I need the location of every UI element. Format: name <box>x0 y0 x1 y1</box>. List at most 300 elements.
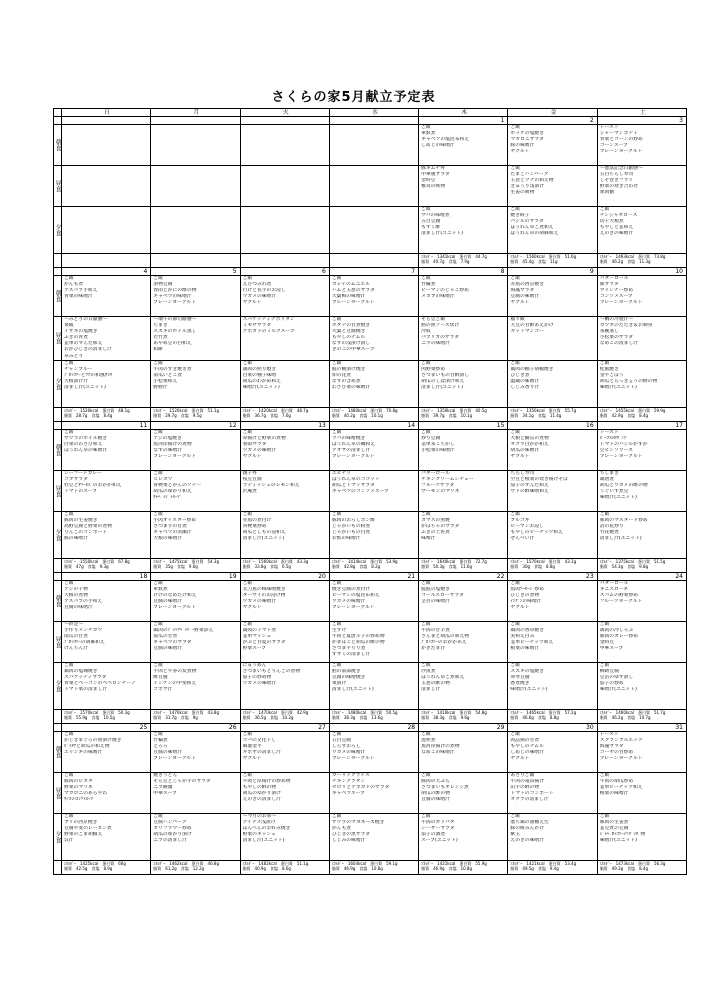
menu-cell <box>329 580 418 621</box>
menu-item: 中華スープ <box>599 646 624 652</box>
menu-item: 鱈の照ソース炊け <box>421 323 460 329</box>
nutrition-cell <box>151 860 240 874</box>
menu-cell <box>508 470 597 511</box>
menu-item: ご飯 <box>331 317 342 322</box>
menu-cell <box>240 207 329 254</box>
menu-item: オクラ白かか和え <box>510 441 549 447</box>
menu-cell <box>240 662 329 709</box>
nutrition-line: 脂質 46.2g 食塩 11.3g <box>599 259 651 265</box>
nutrition-cell <box>508 860 597 874</box>
menu-item: 車麩煮 <box>153 586 168 592</box>
menu-item: 牛肉のガリバタ <box>421 819 455 825</box>
menu-item: ヤクルト <box>242 605 262 611</box>
menu-cell <box>151 772 240 813</box>
nutrition-line: 脂質 46.9g 食塩 10.8g <box>421 865 473 871</box>
nutrition-cell <box>62 254 151 268</box>
menu-item: せんべい汁 <box>510 536 535 542</box>
meal-row-breakfast <box>54 731 687 772</box>
menu-item: プレーンヨーグルト <box>153 756 197 762</box>
nutrition-spacer <box>54 860 62 874</box>
menu-item: えのきの味噌汁 <box>599 231 634 237</box>
menu-item: ご飯 <box>421 731 431 737</box>
menu-item: 豚肉の生姜焼き <box>64 517 98 523</box>
menu-item: プレーンヨーグルト <box>153 605 197 611</box>
menu-cell <box>508 621 597 662</box>
menu-item: バターロール <box>599 276 629 281</box>
menu-item: ヒレカツ <box>153 476 173 482</box>
menu-item: ご飯 <box>331 731 342 737</box>
meal-label-breakfast: 朝食 <box>54 731 62 772</box>
meal-row-dinner <box>54 360 687 407</box>
menu-item: 豚肉のピカタ <box>64 778 93 784</box>
nutrition-cell <box>597 254 686 268</box>
menu-item: ご飯 <box>510 276 521 281</box>
menu-item: 清まし汁(ユニット) <box>242 838 285 844</box>
menu-item: 青梗菜とかんのソテー <box>153 482 202 488</box>
menu-item: 太刀魚の梅味噌焼き <box>242 586 286 592</box>
menu-item: ～鈴足～ <box>64 621 84 627</box>
menu-cell <box>329 470 418 511</box>
menu-table <box>53 108 687 875</box>
menu-item: 大根の味噌汁 <box>153 536 183 542</box>
menu-item: 竹花焼煮 <box>599 529 619 535</box>
menu-item: 味噌汁(ユニット) <box>510 687 548 693</box>
week-date-row <box>54 117 687 125</box>
menu-item: 野菜のごま胡椒え <box>64 831 103 837</box>
menu-item: トースト <box>599 731 619 737</box>
menu-item: ご飯 <box>510 813 521 819</box>
menu-item: もずく酢 <box>421 225 441 231</box>
menu-item: ご飯 <box>153 731 163 737</box>
menu-item: かぼちゃのサラダ <box>421 523 460 529</box>
menu-item: もやしと韮和え <box>599 225 634 231</box>
menu-item: 清まし汁 <box>421 687 441 693</box>
menu-item: 卯寿豆腐 <box>510 674 530 680</box>
menu-item: 豚肉の生姜煮 <box>599 819 629 825</box>
nutrition-cell <box>329 709 418 723</box>
menu-item: トマトのバジルかすか <box>599 441 648 447</box>
menu-item: トマト菜の清まし汁 <box>64 687 108 693</box>
menu-item: 実和え白み <box>510 633 535 639</box>
menu-item: 味噌汁(ユニット) <box>599 838 637 844</box>
meal-row-lunch <box>54 166 687 207</box>
menu-item: きのこの中華スープ <box>331 347 375 353</box>
menu-item: 玉葱とツナの和え物 <box>510 178 554 184</box>
menu-item: 大根の煮物 <box>64 592 88 598</box>
date-row-spacer <box>54 723 62 731</box>
nutrition-line: 脂質 55.9g 食塩 10.5g <box>64 714 115 720</box>
menu-item: ふきの土佐煮 <box>421 529 450 535</box>
menu-item: カツオのたたき＆お刺身 <box>599 323 653 329</box>
nutrition-line: ｴﾈﾙｷﾞｰ 1640kcal 蛋白質 72.7g <box>421 558 487 564</box>
menu-item: ピーマンの塩昆布和え <box>331 592 380 598</box>
menu-item: がんも煮 <box>331 825 352 831</box>
menu-item: 金時豆 <box>421 178 436 184</box>
menu-item: 豆ビシソワーズ <box>599 447 634 453</box>
menu-item: ほうれん草の味噌汁 <box>64 447 108 453</box>
menu-cell <box>419 511 508 558</box>
menu-item: ほうれん草の胡麻和え <box>510 231 559 237</box>
menu-item: エビチリ <box>331 470 352 476</box>
menu-item: アオサの清まし汁 <box>331 447 371 453</box>
week-date-row <box>54 572 687 580</box>
menu-item: 鮭の柚漬け焼き <box>331 366 366 372</box>
menu-cell <box>151 813 240 860</box>
date-number: 21 <box>329 572 418 580</box>
date-number: 3 <box>597 117 686 125</box>
menu-item: ほうれん草ご煮和え <box>421 674 465 680</box>
menu-item: ツバの味噌焼き <box>331 435 366 441</box>
menu-item: ひじきの煮物 <box>510 592 540 598</box>
menu-item: ホタテの甘煮焼き <box>331 323 371 329</box>
menu-cell <box>240 470 329 511</box>
meal-label-lunch: 昼食 <box>54 166 62 207</box>
nutrition-line: ｴﾈﾙｷﾞｰ 1480kcal 蛋白質 70.8g <box>331 407 398 413</box>
menu-item: イサキの塩焼き <box>64 329 98 335</box>
date-row-spacer <box>54 421 62 429</box>
menu-item: さつま芋りり煮 <box>331 646 366 652</box>
menu-item: ハムと玉葱のサラダ <box>331 288 375 294</box>
menu-item: キャベツの清濁汁 <box>153 529 192 535</box>
menu-item: バターロール <box>599 580 629 586</box>
menu-item: 胡瓜の味噌汁 <box>510 447 540 453</box>
menu-item: ｱﾞﾛｯｺﾘｰの胡麻和え <box>64 639 105 645</box>
nutrition-spacer <box>54 254 62 268</box>
menu-cell <box>419 276 508 317</box>
menu-item: ツバの文化干し <box>242 737 277 743</box>
nutrition-line: ｴﾈﾙｷﾞｰ 1425kcal 蛋白質 60g <box>64 860 126 866</box>
menu-item: 韮単のずんだ和え <box>64 341 103 347</box>
menu-item: 竹輪煮 <box>421 282 436 288</box>
menu-item: 青菜の味噌汁 <box>64 294 93 300</box>
menu-item: サワラのマヨネーズ焼き <box>331 819 385 825</box>
nutrition-line: 脂質 40.7g 食塩 7.9g <box>421 259 470 265</box>
menu-item: ～憲法記念日献膳～ <box>599 166 643 171</box>
weekday-fri: 金 <box>508 109 597 117</box>
menu-item: ご飯 <box>421 125 431 130</box>
menu-item: ご飯 <box>510 580 521 586</box>
menu-item: ご飯 <box>599 621 610 627</box>
menu-item: 豚キムチ丼 <box>421 166 445 171</box>
menu-cell <box>508 125 597 166</box>
menu-item: 春雨サラダ <box>242 441 267 447</box>
menu-item: プレーンヨーグルト <box>599 756 643 762</box>
menu-item: ガーリックライス <box>331 772 370 778</box>
menu-item: 胡瓜とワカメの酢の物 <box>599 482 648 488</box>
menu-cell <box>597 166 686 207</box>
menu-item: えのきの味噌汁 <box>510 838 544 844</box>
menu-item: 豆苗のゆず漬し <box>599 674 634 680</box>
nutrition-cell <box>419 407 508 421</box>
menu-item: ホッケの塩焼き <box>510 131 544 137</box>
nutrition-line: ｴﾈﾙｷﾞｰ 1570kcal 蛋白質 50.3g <box>64 709 130 715</box>
menu-item: 胡瓜のわかめ和え <box>242 378 281 384</box>
menu-item: マカロニサラダ <box>510 137 544 143</box>
menu-item: 清まし汁(ユニット) <box>421 231 464 237</box>
menu-cell <box>597 360 686 407</box>
nutrition-line: 脂質 49.3g 食塩 8.4g <box>599 865 649 871</box>
menu-item: すずくの清まし汁 <box>331 652 371 658</box>
menu-item: コブサラダ <box>64 476 88 482</box>
menu-cell <box>62 662 151 709</box>
menu-item: ｲﾝｹﾞﾝの味噌汁 <box>510 598 542 604</box>
nutrition-line: 脂質 30g 食塩 8.8g <box>510 563 555 569</box>
menu-item: 茄子の炒め物 <box>242 674 272 680</box>
menu-item: 茄子の炒め <box>599 680 624 686</box>
nutrition-line: ｴﾈﾙｷﾞｰ 1460kcal 蛋白質 51.7g <box>599 709 666 715</box>
menu-item: ブルコギ <box>510 517 530 523</box>
menu-item: しめじの味噌汁 <box>510 749 544 755</box>
nutrition-row <box>54 860 687 874</box>
date-number: 25 <box>62 723 151 731</box>
nutrition-line: ｴﾈﾙｷﾞｰ 1560kcal 蛋白質 43.3g <box>242 558 309 564</box>
menu-item: ご飯 <box>421 511 431 517</box>
menu-cell <box>597 731 686 772</box>
nutrition-cell <box>62 558 151 572</box>
menu-item: ご飯 <box>153 580 163 586</box>
menu-item: ご飯 <box>64 731 74 737</box>
menu-item: 豆腐の味噌汁 <box>510 294 540 300</box>
nutrition-cell <box>419 709 508 723</box>
menu-item: ご飯 <box>421 207 431 212</box>
nutrition-cell <box>597 407 686 421</box>
menu-item: ご飯 <box>242 621 253 627</box>
menu-item: 青菜とベーコンのペペロンチーノ <box>64 680 136 686</box>
menu-item: おかひじきの清まし汁 <box>64 347 112 353</box>
menu-item: メカブの味噌汁 <box>421 294 455 300</box>
date-number: 1 <box>419 117 508 125</box>
date-number: 7 <box>329 268 418 276</box>
menu-item: 味噌汁(ユニット) <box>599 687 637 693</box>
nutrition-line: 脂質 36.7g 食塩 7.6g <box>242 412 291 418</box>
meal-label-lunch: 昼食 <box>54 317 62 361</box>
nutrition-line: 脂質 36.5g 食塩 10.2g <box>242 714 294 720</box>
menu-item: 豚肉のマスタード炒め <box>599 517 648 523</box>
menu-item: ご飯 <box>64 360 74 366</box>
menu-item: ちまき <box>153 323 168 329</box>
meal-row-dinner <box>54 511 687 558</box>
menu-item: ｷﾉｺのｺﾝｿﾒｽｰﾌﾟ <box>64 797 96 803</box>
menu-item: ご飯 <box>64 276 74 281</box>
menu-cell <box>62 772 151 813</box>
menu-item: 魚河岸揚げの煮物 <box>421 743 460 749</box>
menu-item: オクラの清まし汁 <box>510 797 549 803</box>
meal-row-dinner <box>54 662 687 709</box>
menu-item: 香煮焼き <box>510 680 530 686</box>
menu-item: 肉野菜炒め <box>421 366 446 372</box>
date-number: 5 <box>151 268 240 276</box>
meal-row-lunch <box>54 470 687 511</box>
menu-item: 果肉糖 <box>599 190 615 196</box>
menu-item: 野菜の炊き合わせ <box>599 184 639 190</box>
menu-item: 松風焼き <box>599 366 619 372</box>
menu-cell <box>151 360 240 407</box>
menu-item: ミモザサラダ <box>242 323 272 329</box>
menu-item: ワカメの味噌汁 <box>242 680 277 686</box>
nutrition-line: ｴﾈﾙｷﾞｰ 1473kcal 蛋白質 56.3g <box>599 860 666 866</box>
date-number: 15 <box>419 421 508 429</box>
menu-item: ご飯 <box>510 621 521 627</box>
menu-item: ～鯛の冷製汁～ <box>599 317 634 322</box>
nutrition-cell <box>508 254 597 268</box>
nutrition-cell <box>597 558 686 572</box>
menu-item: 鶏肉の柚子胡椒焼き <box>510 366 554 372</box>
menu-item: 肉詰揚の甘煮 <box>510 737 540 743</box>
menu-item: 車麩煮 <box>421 131 436 137</box>
menu-item: アスパラ手和え <box>64 288 98 294</box>
menu-item: ご飯 <box>599 360 610 366</box>
menu-item: 魚肉ｿｰｾｰｼﾞ炒め <box>510 586 544 592</box>
date-number <box>240 117 329 125</box>
menu-cell <box>240 317 329 361</box>
menu-item: 鶏肉のｱﾞﾗｯｸﾍﾟｯﾊﾟｰ野菜添え <box>153 627 214 633</box>
menu-cell <box>329 813 418 860</box>
menu-cell <box>240 813 329 860</box>
menu-item: 金時豆 <box>599 639 615 645</box>
menu-item: ご飯 <box>242 731 253 737</box>
menu-item: 大根と鯖缶の煮物 <box>510 435 549 441</box>
menu-item: トースト <box>599 125 619 130</box>
date-number: 2 <box>508 117 597 125</box>
nutrition-line: ｴﾈﾙｷﾞｰ 1560kcal 蛋白質 51.6g <box>510 254 577 259</box>
menu-item: アジの干物 <box>64 586 88 592</box>
menu-item: ブリの西京焼き <box>64 819 98 825</box>
menu-item: シーザーサラダ <box>421 825 455 831</box>
menu-item: 杜豆とｻﾘｰﾙｽﾞのおかか和え <box>64 482 122 488</box>
menu-item: ニラの清まし汁 <box>153 838 187 844</box>
menu-cell <box>597 317 686 361</box>
menu-cell <box>419 813 508 860</box>
menu-item: 鶏肉の冷しゃぶ <box>599 627 634 633</box>
menu-cell <box>62 125 151 166</box>
menu-cell <box>62 276 151 317</box>
menu-cell <box>419 360 508 407</box>
nutrition-line: 脂質 38.3g 食塩 13.6g <box>331 714 383 720</box>
menu-item: 味噌汁 <box>421 536 436 542</box>
menu-cell <box>62 511 151 558</box>
nutrition-line: 脂質 42.8g 食塩 8.2g <box>331 563 381 569</box>
nutrition-cell <box>508 407 597 421</box>
date-number: 23 <box>508 572 597 580</box>
menu-item: ヤクルト <box>510 756 530 762</box>
menu-item: キニスローネ <box>599 586 629 592</box>
menu-item: 冷奴 <box>421 329 431 335</box>
menu-item: カットマンゴー <box>510 329 544 335</box>
nutrition-line: ｴﾈﾙｷﾞｰ 1375kcal 蛋白質 51.5g <box>599 558 666 564</box>
menu-cell <box>329 360 418 407</box>
menu-item: ヤクルト <box>510 454 530 460</box>
menu-item: 親子丼 <box>242 470 257 476</box>
menu-item: 行けと長芋のお浸し <box>242 288 286 294</box>
nutrition-cell <box>419 558 508 572</box>
menu-item: りんごのコンポート <box>64 529 108 535</box>
menu-cell <box>597 772 686 813</box>
weekday-sun: 日 <box>62 109 151 117</box>
nutrition-line: ｴﾈﾙｷﾞｰ 1462kcal 蛋白質 46.8g <box>153 860 219 866</box>
menu-body <box>54 117 687 875</box>
menu-item: ご飯 <box>153 276 163 281</box>
meal-label-dinner: 夕食 <box>54 511 62 558</box>
menu-item: ご飯 <box>64 662 74 668</box>
page-title: さくらの家5月献立予定表 <box>271 90 436 105</box>
nutrition-spacer <box>54 709 62 723</box>
menu-cell <box>62 813 151 860</box>
menu-cell <box>508 360 597 407</box>
menu-item: かきたま汁 <box>421 646 446 652</box>
menu-item: アジの塩焼き <box>153 435 182 441</box>
menu-item: 大葉と豆腐焼き <box>331 329 366 335</box>
menu-cell <box>62 621 151 662</box>
menu-item: ご飯 <box>421 360 431 366</box>
menu-item: プレーンヨーグルト <box>331 756 375 762</box>
menu-item: カレイのムニエル <box>331 282 370 288</box>
menu-item: ちらし寿司 <box>510 470 535 476</box>
menu-item: 小松菜のサラダ <box>599 335 634 341</box>
date-number: 31 <box>597 723 686 731</box>
menu-item: ニラの味噌汁 <box>421 341 450 347</box>
menu-item: 若竹煮 <box>153 335 168 341</box>
date-number: 4 <box>62 268 151 276</box>
weekday-tue: 火 <box>240 109 329 117</box>
meal-row-breakfast <box>54 276 687 317</box>
menu-cell <box>597 813 686 860</box>
menu-item: キャベツのコンソメスープ <box>331 488 389 494</box>
menu-cell <box>62 731 151 772</box>
menu-item: キャベツの塩昆布和え <box>421 137 470 143</box>
date-row-spacer <box>54 572 62 580</box>
menu-item: ワカメの味噌汁 <box>331 749 366 755</box>
menu-item: 味噌汁(ユニット) <box>242 385 280 391</box>
menu-item: 紫玉 <box>510 831 521 837</box>
nutrition-line: ｴﾈﾙｷﾞｰ 1421kcal 蛋白質 55.9g <box>421 860 487 866</box>
menu-cell <box>508 166 597 207</box>
menu-item: 五目豆腐 <box>421 219 441 225</box>
date-row-spacer <box>54 268 62 276</box>
menu-item: 金平ごぼう <box>599 372 624 378</box>
menu-item: 茄子の酒煮 <box>421 831 446 837</box>
menu-item: じゃがいもの白煮 <box>331 529 371 535</box>
menu-item: 空豆と根菜の炊き揚げそぼ <box>510 476 568 482</box>
menu-item: 焼きうどん <box>153 772 178 778</box>
meal-row-breakfast <box>54 125 687 166</box>
menu-item: がんも煮 <box>64 282 84 288</box>
nutrition-line: 脂質 61.2g 食塩 12.2g <box>153 865 205 871</box>
nutrition-cell <box>151 709 240 723</box>
menu-item: ｱﾞﾛｯｺﾘｰとﾂﾅの和風ｻﾗﾀﾞ <box>64 372 115 378</box>
menu-item: シーフードカレー <box>64 470 102 476</box>
menu-item: スズキのホイル蒸し <box>153 329 197 335</box>
menu-cell <box>597 125 686 166</box>
date-number: 14 <box>329 421 418 429</box>
menu-item: スパゲッティナポリタン <box>242 317 295 322</box>
menu-item: 混卵煮 <box>421 737 436 743</box>
date-number: 30 <box>508 723 597 731</box>
menu-item: なめこの清まし汁 <box>599 341 639 347</box>
menu-item: えのきの清まし汁 <box>242 797 281 803</box>
menu-item: 豚の組みんかけ <box>510 825 544 831</box>
meal-label-dinner: 夕食 <box>54 813 62 860</box>
menu-cell <box>240 772 329 813</box>
menu-item: ～端午の節句献膳～ <box>153 317 197 322</box>
menu-item: 麻婆金平 <box>242 743 262 749</box>
menu-item: 青梗菜炒め <box>242 523 267 529</box>
menu-cell <box>62 207 151 254</box>
nutrition-cell <box>62 860 151 874</box>
menu-cell <box>151 470 240 511</box>
menu-item: 焼き餃子 <box>510 213 530 219</box>
menu-cell <box>597 276 686 317</box>
nutrition-line: 脂質 46.2g 食塩 10.7g <box>599 714 651 720</box>
